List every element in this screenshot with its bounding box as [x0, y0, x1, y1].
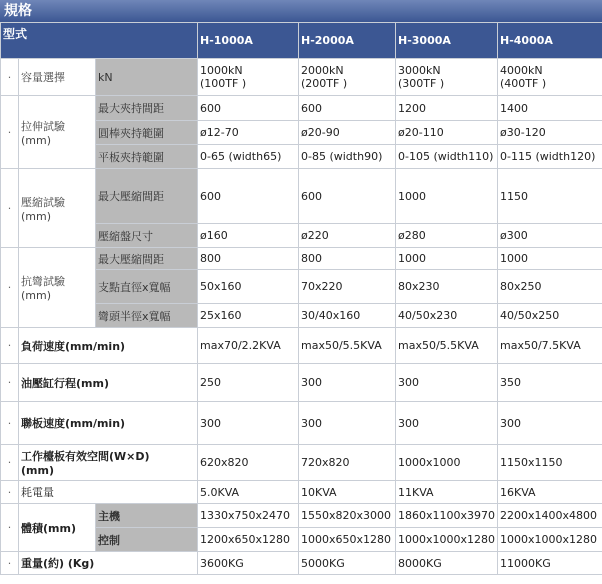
cylinder-stroke-value: 300	[299, 364, 396, 402]
bending-value: 800	[198, 248, 299, 270]
capacity-unit: kN	[96, 59, 198, 96]
capacity-value: 4000kN (400TF )	[498, 59, 602, 96]
volume-value: 1000x650x1280	[299, 528, 396, 552]
crosshead-speed-value: 300	[498, 402, 602, 445]
volume-row	[1, 504, 602, 528]
bullet: ·	[1, 481, 19, 504]
bullet: ·	[1, 504, 19, 552]
weight-row	[1, 552, 602, 575]
tensile-value: 600	[198, 96, 299, 121]
bending-value: 1000	[396, 248, 498, 270]
model-h2000a: H-2000A	[299, 23, 396, 59]
capacity-value: 1000kN (100TF )	[198, 59, 299, 96]
compression-param: 壓縮盤尺寸	[96, 224, 198, 248]
compression-value: 1150	[498, 169, 602, 224]
power-value: 11KVA	[396, 481, 498, 504]
bending-label: 抗彎試驗 (mm)	[19, 248, 96, 328]
capacity-row	[1, 59, 602, 96]
crosshead-speed-row	[1, 402, 602, 445]
volume-value: 2200x1400x4800	[498, 504, 602, 528]
power-value: 16KVA	[498, 481, 602, 504]
bending-value: 800	[299, 248, 396, 270]
workspace-value: 720x820	[299, 445, 396, 481]
tensile-value: 0-65 (width65)	[198, 145, 299, 169]
bullet: ·	[1, 552, 19, 575]
workspace-row	[1, 445, 602, 481]
volume-value: 1000x1000x1280	[498, 528, 602, 552]
load-speed-value: max50/5.5KVA	[299, 328, 396, 364]
model-corner-label: 型式	[1, 23, 198, 59]
compression-value: ø220	[299, 224, 396, 248]
weight-value: 8000KG	[396, 552, 498, 575]
bending-row	[1, 248, 602, 270]
page-title: 規格	[0, 0, 602, 22]
weight-value: 5000KG	[299, 552, 396, 575]
workspace-value: 620x820	[198, 445, 299, 481]
tensile-param: 圓棒夾持範圍	[96, 121, 198, 145]
bending-param: 彎頭半徑x寬幅	[96, 304, 198, 328]
weight-label: 重量(約) (Kg)	[19, 552, 198, 575]
cylinder-stroke-row	[1, 364, 602, 402]
cylinder-stroke-value: 250	[198, 364, 299, 402]
bending-value: 80x230	[396, 270, 498, 304]
bullet: ·	[1, 364, 19, 402]
model-h4000a: H-4000A	[498, 23, 602, 59]
workspace-label: 工作檯板有效空間(W×D) (mm)	[19, 445, 198, 481]
load-speed-value: max50/5.5KVA	[396, 328, 498, 364]
compression-value: ø280	[396, 224, 498, 248]
capacity-label: 容量選擇	[19, 59, 96, 96]
volume-value: 1000x1000x1280	[396, 528, 498, 552]
compression-value: ø160	[198, 224, 299, 248]
volume-value: 1860x1100x3970	[396, 504, 498, 528]
load-speed-value: max70/2.2KVA	[198, 328, 299, 364]
bending-value: 40/50x230	[396, 304, 498, 328]
tensile-param: 最大夾持間距	[96, 96, 198, 121]
bullet: ·	[1, 96, 19, 169]
bending-value: 50x160	[198, 270, 299, 304]
cylinder-stroke-label: 油壓缸行程(mm)	[19, 364, 198, 402]
bending-value: 30/40x160	[299, 304, 396, 328]
capacity-value: 3000kN (300TF )	[396, 59, 498, 96]
volume-value: 1550x820x3000	[299, 504, 396, 528]
tensile-param: 平板夾持範圍	[96, 145, 198, 169]
volume-label: 體積(mm)	[19, 504, 96, 552]
bending-param: 最大壓縮間距	[96, 248, 198, 270]
tensile-value: 0-105 (width110)	[396, 145, 498, 169]
bullet: ·	[1, 445, 19, 481]
header-row	[1, 23, 602, 59]
volume-value: 1200x650x1280	[198, 528, 299, 552]
crosshead-speed-label: 聯板速度(mm/min)	[19, 402, 198, 445]
volume-value: 1330x750x2470	[198, 504, 299, 528]
model-h1000a: H-1000A	[198, 23, 299, 59]
tensile-value: 1200	[396, 96, 498, 121]
model-h3000a: H-3000A	[396, 23, 498, 59]
compression-value: 600	[198, 169, 299, 224]
workspace-value: 1000x1000	[396, 445, 498, 481]
volume-param: 主機	[96, 504, 198, 528]
power-row	[1, 481, 602, 504]
compression-value: 600	[299, 169, 396, 224]
compression-value: ø300	[498, 224, 602, 248]
crosshead-speed-value: 300	[299, 402, 396, 445]
workspace-value: 1150x1150	[498, 445, 602, 481]
tensile-value: 600	[299, 96, 396, 121]
bending-value: 1000	[498, 248, 602, 270]
spec-table	[0, 22, 602, 575]
load-speed-label: 負荷速度(mm/min)	[19, 328, 198, 364]
compression-row	[1, 169, 602, 224]
capacity-value: 2000kN (200TF )	[299, 59, 396, 96]
bullet: ·	[1, 169, 19, 248]
crosshead-speed-value: 300	[198, 402, 299, 445]
bending-value: 70x220	[299, 270, 396, 304]
cylinder-stroke-value: 350	[498, 364, 602, 402]
load-speed-row	[1, 328, 602, 364]
weight-value: 11000KG	[498, 552, 602, 575]
bending-value: 40/50x250	[498, 304, 602, 328]
tensile-value: ø30-120	[498, 121, 602, 145]
volume-param: 控制	[96, 528, 198, 552]
bullet: ·	[1, 248, 19, 328]
bullet: ·	[1, 328, 19, 364]
crosshead-speed-value: 300	[396, 402, 498, 445]
bending-value: 25x160	[198, 304, 299, 328]
tensile-value: ø12-70	[198, 121, 299, 145]
power-value: 10KVA	[299, 481, 396, 504]
bending-param: 支點直徑x寬幅	[96, 270, 198, 304]
power-value: 5.0KVA	[198, 481, 299, 504]
bending-value: 80x250	[498, 270, 602, 304]
bullet: ·	[1, 59, 19, 96]
tensile-value: ø20-90	[299, 121, 396, 145]
tensile-value: 0-115 (width120)	[498, 145, 602, 169]
compression-label: 壓縮試驗 (mm)	[19, 169, 96, 248]
tensile-label: 拉伸試驗 (mm)	[19, 96, 96, 169]
tensile-value: ø20-110	[396, 121, 498, 145]
tensile-row	[1, 96, 602, 121]
power-label: 耗電量	[19, 481, 198, 504]
cylinder-stroke-value: 300	[396, 364, 498, 402]
bullet: ·	[1, 402, 19, 445]
load-speed-value: max50/7.5KVA	[498, 328, 602, 364]
tensile-value: 0-85 (width90)	[299, 145, 396, 169]
weight-value: 3600KG	[198, 552, 299, 575]
compression-value: 1000	[396, 169, 498, 224]
tensile-value: 1400	[498, 96, 602, 121]
compression-param: 最大壓縮間距	[96, 169, 198, 224]
